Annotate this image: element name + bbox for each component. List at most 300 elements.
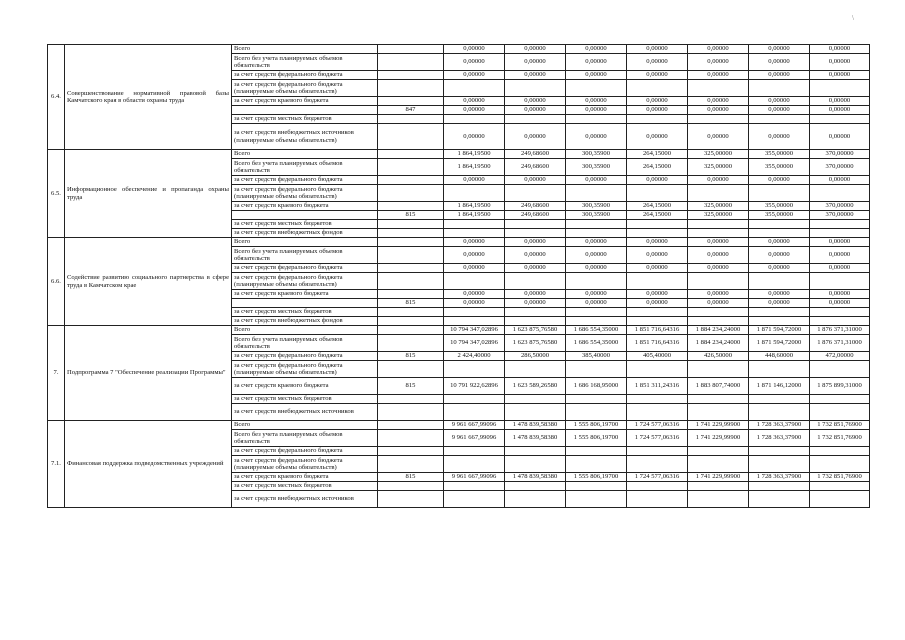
total-value: 0,00000 xyxy=(444,247,505,264)
budget-code xyxy=(378,273,444,290)
budget-code xyxy=(378,176,444,185)
year-value xyxy=(566,317,627,326)
year-value: 0,00000 xyxy=(566,97,627,106)
year-value xyxy=(627,456,688,473)
funding-source: за счет средств федерального бюджета xyxy=(232,71,378,80)
budget-code xyxy=(378,326,444,335)
year-value: 0,00000 xyxy=(627,238,688,247)
year-value xyxy=(505,456,566,473)
total-value: 0,00000 xyxy=(444,71,505,80)
year-value: 0,00000 xyxy=(505,71,566,80)
year-value: 472,00000 xyxy=(810,352,870,361)
funding-source: за счет средств местных бюджетов xyxy=(232,220,378,229)
funding-source: за счет средств федерального бюджета xyxy=(232,447,378,456)
year-value: 1 724 577,06316 xyxy=(627,473,688,482)
year-value: 0,00000 xyxy=(505,106,566,115)
total-value xyxy=(444,404,505,421)
year-value xyxy=(688,491,749,508)
year-value: 355,00000 xyxy=(749,202,810,211)
year-value xyxy=(505,361,566,378)
total-value xyxy=(444,115,505,124)
table-row xyxy=(48,421,870,430)
year-value: 0,00000 xyxy=(749,176,810,185)
funding-source: за счет средств внебюджетных источников xyxy=(232,491,378,508)
year-value: 1 728 363,37900 xyxy=(749,421,810,430)
year-value xyxy=(505,317,566,326)
year-value: 0,00000 xyxy=(810,290,870,299)
year-value xyxy=(810,273,870,290)
year-value: 0,00000 xyxy=(810,106,870,115)
year-value: 0,00000 xyxy=(627,247,688,264)
budget-code: 815 xyxy=(378,299,444,308)
year-value xyxy=(627,361,688,378)
funding-source: за счет средств краевого бюджета xyxy=(232,378,378,395)
year-value: 1 478 839,58380 xyxy=(505,430,566,447)
year-value: 0,00000 xyxy=(749,238,810,247)
year-value: 0,00000 xyxy=(749,54,810,71)
year-value xyxy=(688,317,749,326)
year-value: 0,00000 xyxy=(749,247,810,264)
year-value xyxy=(566,361,627,378)
year-value: 0,00000 xyxy=(749,45,810,54)
year-value: 0,00000 xyxy=(688,54,749,71)
section-name: Содействие развитию социального партнерства в сфере труда в Камчатском крае xyxy=(65,238,232,326)
year-value xyxy=(749,447,810,456)
year-value: 1 732 851,76900 xyxy=(810,430,870,447)
total-value xyxy=(444,220,505,229)
year-value xyxy=(627,220,688,229)
budget-code xyxy=(378,202,444,211)
total-value: 0,00000 xyxy=(444,264,505,273)
year-value: 0,00000 xyxy=(810,176,870,185)
year-value xyxy=(505,395,566,404)
year-value xyxy=(566,482,627,491)
year-value: 1 478 839,58380 xyxy=(505,473,566,482)
year-value xyxy=(688,456,749,473)
budget-code xyxy=(378,482,444,491)
total-value: 0,00000 xyxy=(444,176,505,185)
year-value: 0,00000 xyxy=(627,71,688,80)
year-value: 0,00000 xyxy=(810,264,870,273)
budget-code: 815 xyxy=(378,378,444,395)
year-value: 0,00000 xyxy=(505,176,566,185)
year-value xyxy=(749,456,810,473)
year-value: 0,00000 xyxy=(505,290,566,299)
budget-code xyxy=(378,185,444,202)
budget-code: 815 xyxy=(378,352,444,361)
year-value xyxy=(749,491,810,508)
budget-code xyxy=(378,264,444,273)
budget-code xyxy=(378,71,444,80)
year-value xyxy=(566,80,627,97)
year-value xyxy=(566,308,627,317)
total-value: 0,00000 xyxy=(444,45,505,54)
total-value: 0,00000 xyxy=(444,54,505,71)
budget-code xyxy=(378,395,444,404)
funding-source: за счет средств федерального бюджета (планируемые объемы обязательств) xyxy=(232,273,378,290)
total-value: 9 961 667,99096 xyxy=(444,473,505,482)
year-value xyxy=(566,115,627,124)
year-value xyxy=(810,317,870,326)
total-value xyxy=(444,229,505,238)
year-value xyxy=(627,317,688,326)
year-value: 0,00000 xyxy=(810,238,870,247)
year-value: 1 686 554,35000 xyxy=(566,326,627,335)
year-value: 370,00000 xyxy=(810,211,870,220)
year-value: 1 871 594,72000 xyxy=(749,326,810,335)
total-value: 0,00000 xyxy=(444,238,505,247)
year-value: 0,00000 xyxy=(566,54,627,71)
budget-code xyxy=(378,97,444,106)
year-value: 1 871 594,72000 xyxy=(749,335,810,352)
funding-source: за счет средств внебюджетных фондов xyxy=(232,229,378,238)
year-value: 1 623 875,76580 xyxy=(505,326,566,335)
funding-source: за счет средств краевого бюджета xyxy=(232,202,378,211)
year-value: 1 623 589,26580 xyxy=(505,378,566,395)
year-value: 0,00000 xyxy=(810,71,870,80)
funding-source: за счет средств краевого бюджета xyxy=(232,290,378,299)
year-value: 264,15000 xyxy=(627,150,688,159)
year-value: 0,00000 xyxy=(505,264,566,273)
year-value: 355,00000 xyxy=(749,159,810,176)
year-value: 0,00000 xyxy=(566,238,627,247)
budget-code xyxy=(378,361,444,378)
year-value xyxy=(627,404,688,421)
year-value: 0,00000 xyxy=(810,124,870,150)
year-value: 355,00000 xyxy=(749,150,810,159)
year-value: 0,00000 xyxy=(566,45,627,54)
year-value xyxy=(688,185,749,202)
total-value: 0,00000 xyxy=(444,106,505,115)
budget-code xyxy=(378,124,444,150)
year-value xyxy=(627,308,688,317)
year-value: 300,35900 xyxy=(566,202,627,211)
table-row xyxy=(48,150,870,159)
year-value: 0,00000 xyxy=(566,264,627,273)
year-value: 0,00000 xyxy=(810,45,870,54)
year-value: 0,00000 xyxy=(749,290,810,299)
year-value: 0,00000 xyxy=(627,299,688,308)
year-value: 249,68600 xyxy=(505,211,566,220)
year-value: 0,00000 xyxy=(566,106,627,115)
year-value: 0,00000 xyxy=(688,176,749,185)
year-value xyxy=(566,456,627,473)
year-value: 0,00000 xyxy=(688,247,749,264)
year-value xyxy=(749,220,810,229)
year-value: 448,60000 xyxy=(749,352,810,361)
year-value: 0,00000 xyxy=(505,247,566,264)
budget-code: 847 xyxy=(378,106,444,115)
year-value xyxy=(810,404,870,421)
section-code: 6.5. xyxy=(48,150,65,238)
funding-source: за счет средств федерального бюджета (планируемые объемы обязательств) xyxy=(232,185,378,202)
total-value: 0,00000 xyxy=(444,97,505,106)
section-code: 7. xyxy=(48,326,65,421)
budget-code xyxy=(378,54,444,71)
year-value: 1 623 875,76580 xyxy=(505,335,566,352)
section-name: Финансовая поддержка подведомственных учреждений xyxy=(65,421,232,508)
table-row xyxy=(48,326,870,335)
funding-source: за счет средств федерального бюджета xyxy=(232,176,378,185)
year-value xyxy=(566,220,627,229)
year-value xyxy=(505,308,566,317)
budget-code xyxy=(378,45,444,54)
year-value: 0,00000 xyxy=(627,45,688,54)
funding-source: за счет средств федерального бюджета (планируемые объемы обязательств) xyxy=(232,456,378,473)
year-value: 370,00000 xyxy=(810,150,870,159)
year-value: 1 741 229,99900 xyxy=(688,421,749,430)
year-value: 0,00000 xyxy=(749,299,810,308)
total-value: 10 794 347,02896 xyxy=(444,326,505,335)
budget-code xyxy=(378,247,444,264)
year-value: 0,00000 xyxy=(688,71,749,80)
table-row xyxy=(48,45,870,54)
year-value: 1 884 234,24000 xyxy=(688,326,749,335)
year-value xyxy=(688,80,749,97)
funding-source: за счет средств федерального бюджета (планируемые объемы обязательств) xyxy=(232,361,378,378)
budget-code xyxy=(378,220,444,229)
funding-source: за счет средств местных бюджетов xyxy=(232,395,378,404)
funding-source: за счет средств местных бюджетов xyxy=(232,482,378,491)
year-value: 1 883 807,74000 xyxy=(688,378,749,395)
year-value: 249,68600 xyxy=(505,202,566,211)
year-value xyxy=(505,404,566,421)
year-value xyxy=(566,273,627,290)
year-value xyxy=(505,115,566,124)
budget-code xyxy=(378,238,444,247)
year-value: 0,00000 xyxy=(566,124,627,150)
year-value xyxy=(505,220,566,229)
year-value: 1 851 716,64316 xyxy=(627,335,688,352)
year-value: 0,00000 xyxy=(688,124,749,150)
year-value xyxy=(505,185,566,202)
funding-source: за счет средств внебюджетных источников xyxy=(232,404,378,421)
year-value: 0,00000 xyxy=(566,71,627,80)
year-value xyxy=(810,185,870,202)
year-value xyxy=(810,80,870,97)
budget-code xyxy=(378,456,444,473)
year-value xyxy=(688,395,749,404)
year-value: 264,15000 xyxy=(627,211,688,220)
year-value xyxy=(627,395,688,404)
total-value: 0,00000 xyxy=(444,290,505,299)
year-value: 1 741 229,99900 xyxy=(688,430,749,447)
year-value xyxy=(810,491,870,508)
year-value: 0,00000 xyxy=(627,97,688,106)
year-value: 0,00000 xyxy=(688,106,749,115)
section-name: Совершенствование нормативной правовой базы Камчатского края в области охраны труда xyxy=(65,45,232,150)
year-value xyxy=(810,447,870,456)
year-value: 0,00000 xyxy=(810,247,870,264)
funding-source: Всего без учета планируемых объемов обязательств xyxy=(232,430,378,447)
year-value: 1 876 371,31000 xyxy=(810,335,870,352)
funding-source xyxy=(232,299,378,308)
total-value xyxy=(444,80,505,97)
year-value: 0,00000 xyxy=(566,299,627,308)
year-value: 0,00000 xyxy=(566,290,627,299)
year-value: 1 724 577,06316 xyxy=(627,430,688,447)
funding-source: за счет средств федерального бюджета xyxy=(232,264,378,273)
year-value: 0,00000 xyxy=(505,97,566,106)
total-value xyxy=(444,456,505,473)
total-value: 1 864,19500 xyxy=(444,150,505,159)
total-value: 0,00000 xyxy=(444,124,505,150)
budget-table xyxy=(47,44,870,508)
budget-code xyxy=(378,421,444,430)
year-value xyxy=(627,185,688,202)
year-value: 325,00000 xyxy=(688,211,749,220)
year-value: 0,00000 xyxy=(566,176,627,185)
year-value xyxy=(505,447,566,456)
year-value: 0,00000 xyxy=(688,97,749,106)
year-value: 0,00000 xyxy=(749,264,810,273)
year-value xyxy=(627,80,688,97)
year-value xyxy=(688,115,749,124)
total-value: 1 864,19500 xyxy=(444,211,505,220)
total-value xyxy=(444,361,505,378)
funding-source: Всего xyxy=(232,45,378,54)
year-value: 264,15000 xyxy=(627,202,688,211)
year-value: 325,00000 xyxy=(688,150,749,159)
year-value xyxy=(810,482,870,491)
total-value xyxy=(444,308,505,317)
year-value: 1 686 554,35000 xyxy=(566,335,627,352)
year-value xyxy=(627,447,688,456)
year-value: 286,50000 xyxy=(505,352,566,361)
year-value: 405,40000 xyxy=(627,352,688,361)
year-value xyxy=(810,115,870,124)
year-value xyxy=(810,308,870,317)
budget-code xyxy=(378,80,444,97)
year-value: 0,00000 xyxy=(505,124,566,150)
year-value: 370,00000 xyxy=(810,202,870,211)
year-value: 1 732 851,76900 xyxy=(810,473,870,482)
year-value xyxy=(749,115,810,124)
year-value: 0,00000 xyxy=(810,299,870,308)
table-body xyxy=(48,45,870,508)
funding-source: за счет средств внебюджетных источников (планируемые объемы обязательств) xyxy=(232,124,378,150)
year-value: 0,00000 xyxy=(505,45,566,54)
year-value: 0,00000 xyxy=(688,299,749,308)
year-value: 1 875 899,31000 xyxy=(810,378,870,395)
total-value: 1 864,19500 xyxy=(444,159,505,176)
year-value: 1 741 229,99900 xyxy=(688,473,749,482)
budget-code xyxy=(378,115,444,124)
total-value xyxy=(444,482,505,491)
budget-code xyxy=(378,447,444,456)
year-value: 0,00000 xyxy=(627,176,688,185)
year-value: 1 851 311,24316 xyxy=(627,378,688,395)
year-value xyxy=(749,395,810,404)
budget-code xyxy=(378,491,444,508)
budget-code xyxy=(378,290,444,299)
year-value: 0,00000 xyxy=(627,54,688,71)
year-value xyxy=(749,308,810,317)
year-value xyxy=(505,229,566,238)
total-value: 10 791 922,62896 xyxy=(444,378,505,395)
funding-source: Всего без учета планируемых объемов обязательств xyxy=(232,247,378,264)
year-value xyxy=(627,229,688,238)
total-value: 1 864,19500 xyxy=(444,202,505,211)
year-value xyxy=(566,395,627,404)
year-value xyxy=(627,115,688,124)
year-value: 355,00000 xyxy=(749,211,810,220)
year-value: 249,68600 xyxy=(505,150,566,159)
year-value: 0,00000 xyxy=(749,124,810,150)
budget-code xyxy=(378,229,444,238)
year-value xyxy=(749,361,810,378)
year-value xyxy=(627,273,688,290)
year-value: 325,00000 xyxy=(688,159,749,176)
year-value: 0,00000 xyxy=(627,264,688,273)
year-value xyxy=(688,447,749,456)
total-value: 9 961 667,99096 xyxy=(444,421,505,430)
year-value: 0,00000 xyxy=(627,124,688,150)
year-value: 385,40000 xyxy=(566,352,627,361)
total-value xyxy=(444,185,505,202)
year-value xyxy=(627,491,688,508)
year-value: 1 732 851,76900 xyxy=(810,421,870,430)
year-value xyxy=(688,361,749,378)
corner-mark: \ xyxy=(852,14,854,22)
total-value: 2 424,40000 xyxy=(444,352,505,361)
year-value xyxy=(810,456,870,473)
year-value: 1 876 371,31000 xyxy=(810,326,870,335)
year-value xyxy=(505,491,566,508)
year-value xyxy=(688,273,749,290)
budget-code xyxy=(378,317,444,326)
year-value: 426,50000 xyxy=(688,352,749,361)
total-value xyxy=(444,447,505,456)
funding-source xyxy=(232,211,378,220)
year-value xyxy=(749,185,810,202)
total-value xyxy=(444,273,505,290)
funding-source: Всего xyxy=(232,326,378,335)
year-value: 1 555 806,19700 xyxy=(566,473,627,482)
total-value: 0,00000 xyxy=(444,299,505,308)
year-value xyxy=(566,491,627,508)
year-value: 0,00000 xyxy=(505,299,566,308)
year-value xyxy=(749,229,810,238)
year-value xyxy=(688,220,749,229)
funding-source: за счет средств краевого бюджета xyxy=(232,473,378,482)
budget-code xyxy=(378,150,444,159)
total-value xyxy=(444,395,505,404)
year-value: 0,00000 xyxy=(810,54,870,71)
funding-source: Всего без учета планируемых объемов обязательств xyxy=(232,159,378,176)
year-value xyxy=(810,229,870,238)
year-value: 300,35900 xyxy=(566,150,627,159)
year-value: 249,68600 xyxy=(505,159,566,176)
year-value: 0,00000 xyxy=(566,247,627,264)
section-code: 6.6. xyxy=(48,238,65,326)
year-value: 1 724 577,06316 xyxy=(627,421,688,430)
budget-code: 815 xyxy=(378,211,444,220)
funding-source: Всего xyxy=(232,150,378,159)
funding-source: за счет средств внебюджетных фондов xyxy=(232,317,378,326)
year-value xyxy=(566,185,627,202)
budget-code xyxy=(378,404,444,421)
year-value: 0,00000 xyxy=(505,238,566,247)
funding-source: за счет средств местных бюджетов xyxy=(232,308,378,317)
year-value xyxy=(566,447,627,456)
year-value: 0,00000 xyxy=(749,106,810,115)
year-value: 300,35900 xyxy=(566,211,627,220)
year-value: 1 851 716,64316 xyxy=(627,326,688,335)
budget-code xyxy=(378,159,444,176)
year-value xyxy=(749,80,810,97)
funding-source: Всего xyxy=(232,238,378,247)
